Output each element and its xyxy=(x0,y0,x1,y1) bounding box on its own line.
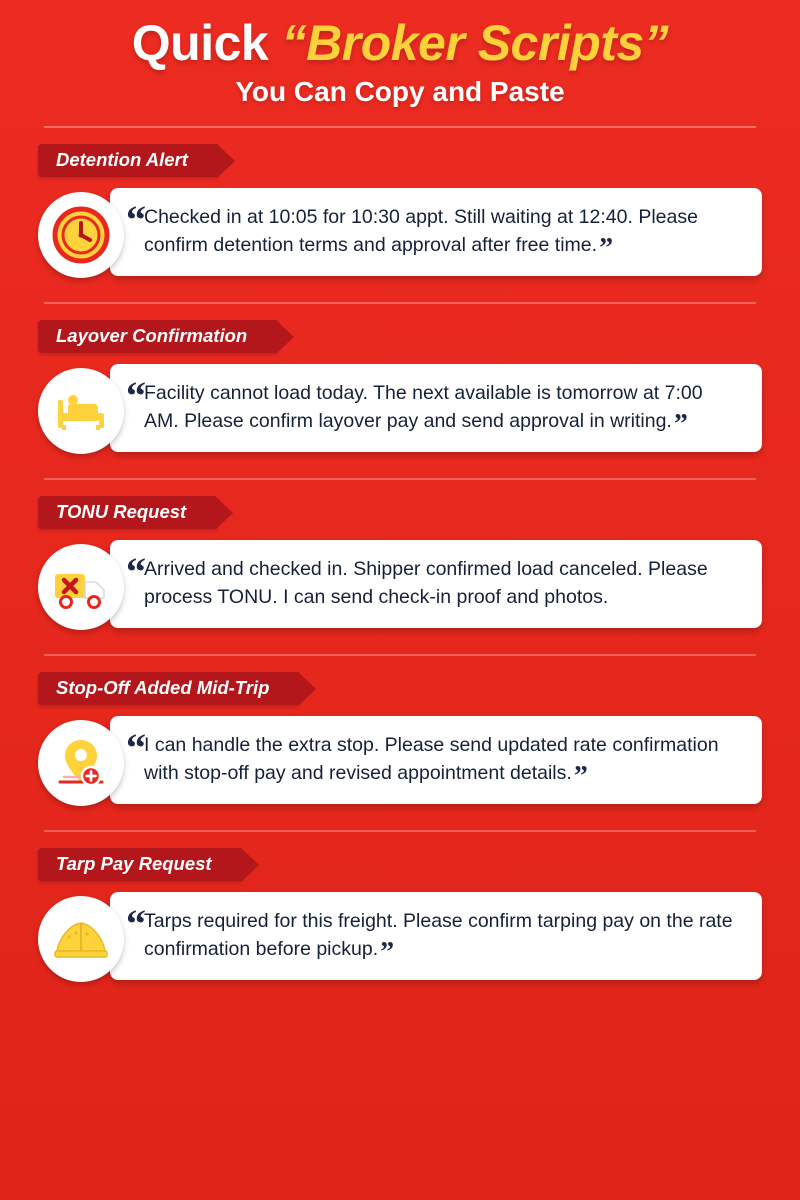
quote-close-mark: ” xyxy=(673,408,688,440)
section-tag-label: Stop-Off Added Mid-Trip xyxy=(38,672,299,705)
tag-wrap xyxy=(38,144,762,176)
tag-wrap xyxy=(38,496,762,528)
section-tag-label: TONU Request xyxy=(38,496,216,529)
script-row xyxy=(38,540,762,636)
script-body: I can handle the extra stop. Please send updated rate confirmation with stop-off pay and revised appointment details. xyxy=(144,733,719,784)
page-title xyxy=(38,14,762,72)
script-body: Tarps required for this freight. Please confirm tarping pay on the rate confirmation before pickup. xyxy=(144,909,733,960)
script-row xyxy=(38,364,762,460)
quote-open-mark: “ xyxy=(126,549,146,594)
script-bubble[interactable] xyxy=(110,188,762,276)
quote-close-mark: ” xyxy=(573,760,588,792)
script-row xyxy=(38,892,762,988)
title-part-1: Quick xyxy=(131,15,269,71)
tag-wrap xyxy=(38,320,762,352)
script-body: Checked in at 10:05 for 10:30 appt. Still waiting at 12:40. Please confirm detention terms and approval after free time. xyxy=(144,205,698,256)
bed-icon xyxy=(38,368,124,454)
quote-close-mark: ” xyxy=(599,232,614,264)
page-subtitle: You Can Copy and Paste xyxy=(235,76,565,107)
script-row xyxy=(38,188,762,284)
script-bubble[interactable] xyxy=(110,892,762,980)
script-bubble[interactable] xyxy=(110,716,762,804)
section-layover-confirmation xyxy=(38,304,762,480)
script-text xyxy=(144,732,740,792)
script-text xyxy=(144,908,740,968)
map-pin-plus-icon xyxy=(38,720,124,806)
script-bubble[interactable] xyxy=(110,540,762,628)
truck-canceled-icon xyxy=(38,544,124,630)
script-text xyxy=(144,380,740,440)
clock-icon xyxy=(38,192,124,278)
script-bubble[interactable] xyxy=(110,364,762,452)
section-tag-label: Detention Alert xyxy=(38,144,218,177)
tag-wrap xyxy=(38,848,762,880)
quote-open-mark: “ xyxy=(126,197,146,242)
section-tag-label: Tarp Pay Request xyxy=(38,848,242,881)
script-text xyxy=(144,204,740,264)
script-text xyxy=(144,556,740,611)
quote-open-mark: “ xyxy=(126,373,146,418)
title-part-2: “Broker Scripts” xyxy=(281,15,669,71)
section-tonu-request xyxy=(38,480,762,656)
script-row xyxy=(38,716,762,812)
script-body: Arrived and checked in. Shipper confirmed load canceled. Please process TONU. I can send check-in proof and photos. xyxy=(144,557,708,608)
section-detention-alert xyxy=(38,128,762,304)
poster-header xyxy=(38,0,762,128)
section-tag-label: Layover Confirmation xyxy=(38,320,277,353)
quote-open-mark: “ xyxy=(126,901,146,946)
tarp-icon xyxy=(38,896,124,982)
tag-wrap xyxy=(38,672,762,704)
quote-close-mark: ” xyxy=(380,936,395,968)
section-tarp-pay-request xyxy=(38,832,762,988)
quote-open-mark: “ xyxy=(126,725,146,770)
section-stop-off-added xyxy=(38,656,762,832)
script-body: Facility cannot load today. The next available is tomorrow at 7:00 AM. Please confirm layover pay and send approval in writing. xyxy=(144,381,703,432)
